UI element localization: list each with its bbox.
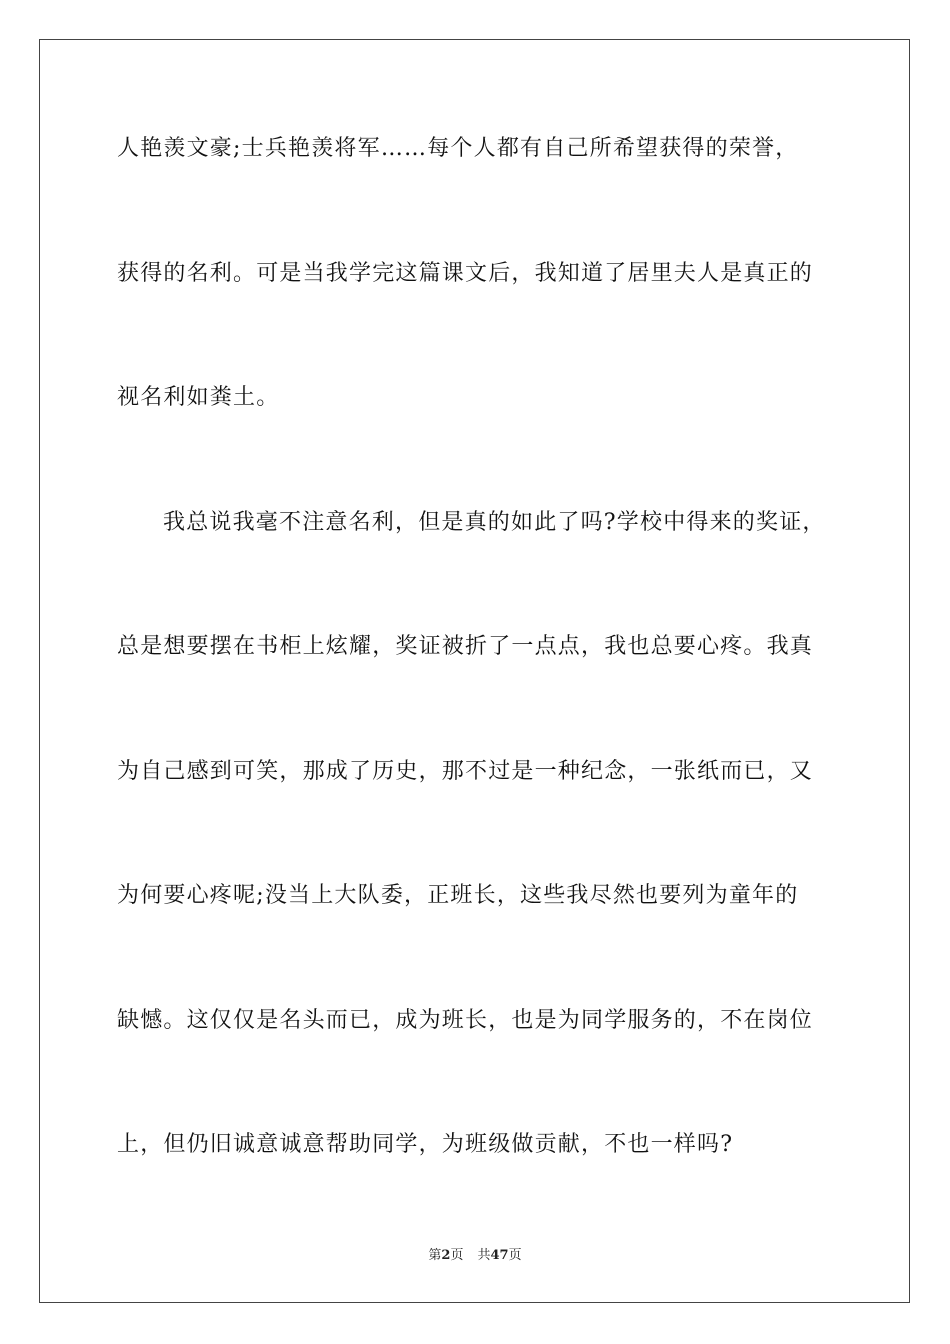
paragraph-line: 缺憾。这仅仅是名头而已，成为班长，也是为同学服务的，不在岗位: [117, 1008, 814, 1033]
paragraph-first-line: 我总说我毫不注意名利，但是真的如此了吗?学校中得来的奖证，: [163, 510, 826, 535]
paragraph-line: 人艳羡文豪;士兵艳羡将军……每个人都有自己所希望获得的荣誉，: [117, 136, 799, 161]
paragraph-line: 总是想要摆在书柜上炫耀，奖证被折了一点点，我也总要心疼。我真: [117, 634, 814, 659]
page-footer: [0, 1247, 950, 1265]
paragraph-line: 为自己感到可笑，那成了历史，那不过是一种纪念，一张纸而已，又: [117, 759, 814, 784]
page-border: [39, 39, 910, 1303]
total-suffix: 页: [508, 1248, 522, 1263]
total-prefix: 共: [477, 1248, 491, 1263]
page-prefix: 第: [428, 1248, 442, 1263]
paragraph-line: 上，但仍旧诚意诚意帮助同学，为班级做贡献，不也一样吗?: [117, 1132, 734, 1157]
paragraph-line: 获得的名利。可是当我学完这篇课文后，我知道了居里夫人是真正的: [117, 261, 814, 286]
page-number: 2: [441, 1248, 451, 1263]
paragraph-line: 视名利如粪土。: [117, 385, 280, 410]
paragraph-line: 为何要心疼呢;没当上大队委，正班长，这些我尽然也要列为童年的: [117, 883, 799, 908]
page-suffix: 页: [450, 1248, 464, 1263]
total-pages: 47: [490, 1248, 509, 1263]
